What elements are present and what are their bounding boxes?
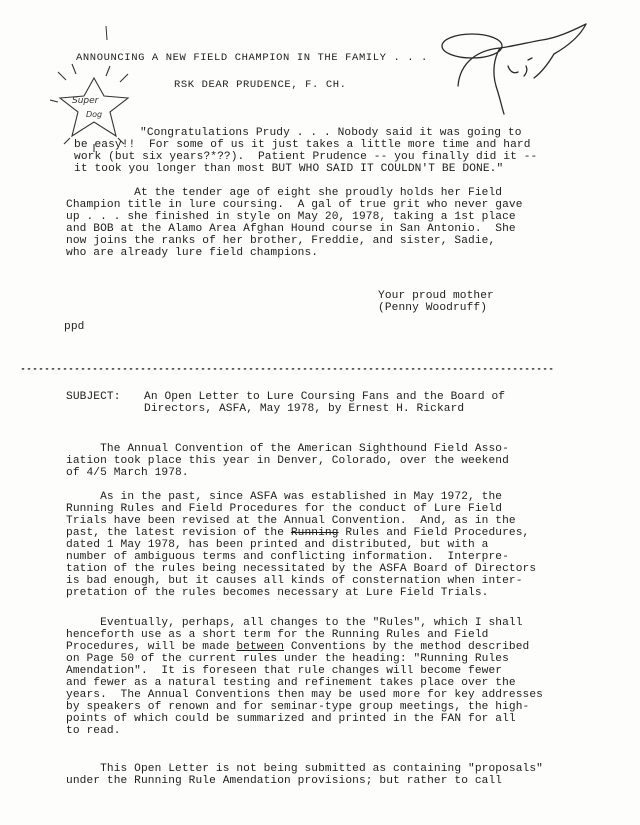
letter-para2-line: Trials have been revised at the Annual Convention. And, as in the: [66, 515, 516, 527]
asterisk-separator: *****************************************************************************************: [20, 368, 555, 378]
letter-para1-line: of 4/5 March 1978.: [66, 467, 189, 479]
headline: ANNOUNCING A NEW FIELD CHAMPION IN THE FAMILY . . .: [76, 52, 428, 64]
letter-para4-line: under the Running Rule Amendation provisions; but rather to call: [66, 775, 503, 787]
letter-para2-line: is bad enough, but it causes all kinds of consternation when inter-: [66, 575, 523, 587]
letter-para3-line: on Page 50 of the current rules under the heading: "Running Rules: [66, 653, 509, 665]
para3-text: Procedures, will be made: [66, 641, 237, 653]
announce-para2-line: who are already lure field champions.: [66, 247, 319, 259]
letter-para3-line: points of which could be summarized and printed in the FAN for all: [66, 713, 516, 725]
signature-line: Your proud mother: [378, 290, 494, 302]
announce-para1-line: it took you longer than most BUT WHO SAID IT COULDN'T BE DONE.": [74, 163, 504, 175]
letter-para3-line: henceforth use as a short term for the Running Rules and Field: [66, 629, 489, 641]
letter-para2-line: As in the past, since ASFA was established in May 1972, the: [66, 491, 503, 503]
letter-para3-line: years. The Annual Conventions then may be used more for key addresses: [66, 689, 543, 701]
letter-para3-line: to read.: [66, 725, 121, 737]
letter-para2-line: number of ambiguous terms and conflicting information. Interpre-: [66, 551, 509, 563]
dog-name: RSK DEAR PRUDENCE, F. CH.: [174, 79, 347, 91]
announce-para2-line: now joins the ranks of her brother, Freddie, and sister, Sadie,: [66, 235, 496, 247]
para2-text: Rules and Field Procedures,: [338, 527, 530, 539]
star-label-super: Super: [72, 96, 99, 106]
dog-head-drawing: [430, 6, 600, 116]
subject-line: An Open Letter to Lure Coursing Fans and the Board of: [144, 391, 506, 403]
announce-para2-line: Champion title in lure coursing. A gal of true grit who never gave: [66, 199, 523, 211]
letter-para1-line: iation took place this year in Denver, Colorado, over the weekend: [66, 455, 509, 467]
initials: ppd: [64, 321, 85, 333]
announce-para2-line: and BOB at the Alamo Area Afghan Hound course in San Antonio. She: [66, 223, 516, 235]
letter-para2-line: Running Rules and Field Procedures for the conduct of Lure Field: [66, 503, 503, 515]
letter-para2-line: pretation of the rules becomes necessary at Lure Field Trials.: [66, 587, 489, 599]
subject-line: Directors, ASFA, May 1978, by Ernest H. Rickard: [144, 403, 465, 415]
letter-para3-line: Amendation". It is foreseen that rule changes will become fewer: [66, 665, 503, 677]
underlined-word: between: [236, 641, 285, 653]
subject-label: SUBJECT:: [66, 391, 121, 403]
para2-text: past, the latest revision of the: [66, 527, 291, 539]
letter-para3-line: and fewer as a natural testing and refinement takes place over the: [66, 677, 516, 689]
announce-para1-line: "Congratulations Prudy . . . Nobody said it was going to: [140, 127, 522, 139]
letter-para2-line: dated 1 May 1978, has been printed and distributed, but with a: [66, 539, 489, 551]
letter-para3-line: by speakers of renown and for seminar-type group meetings, the high-: [66, 701, 530, 713]
letter-para3-line: [66, 641, 529, 653]
letter-para2-line: tation of the rules being necessitated by the ASFA Board of Directors: [66, 563, 537, 575]
announce-para2-line: up . . . she finished in style on May 20, 1978, taking a 1st place: [66, 211, 516, 223]
announce-para1-line: be easy!! For some of us it just takes a little more time and hard: [74, 139, 531, 151]
letter-para2-line: [66, 527, 529, 539]
signature-name: (Penny Woodruff): [378, 302, 488, 314]
letter-para1-line: The Annual Convention of the American Sighthound Field Asso-: [66, 443, 509, 455]
para3-text: Conventions by the method described: [284, 641, 530, 653]
letter-para3-line: Eventually, perhaps, all changes to the "Rules", which I shall: [66, 617, 523, 629]
announce-para1-line: work (but six years?*??). Patient Prudence -- you finally did it --: [74, 151, 538, 163]
struck-word: Running: [290, 527, 339, 539]
letter-para4-line: This Open Letter is not being submitted as containing "proposals": [66, 763, 543, 775]
announce-para2-line: At the tender age of eight she proudly holds her Field: [66, 187, 503, 199]
pen-mark: [102, 24, 112, 44]
star-label-dog: Dog: [86, 110, 103, 119]
